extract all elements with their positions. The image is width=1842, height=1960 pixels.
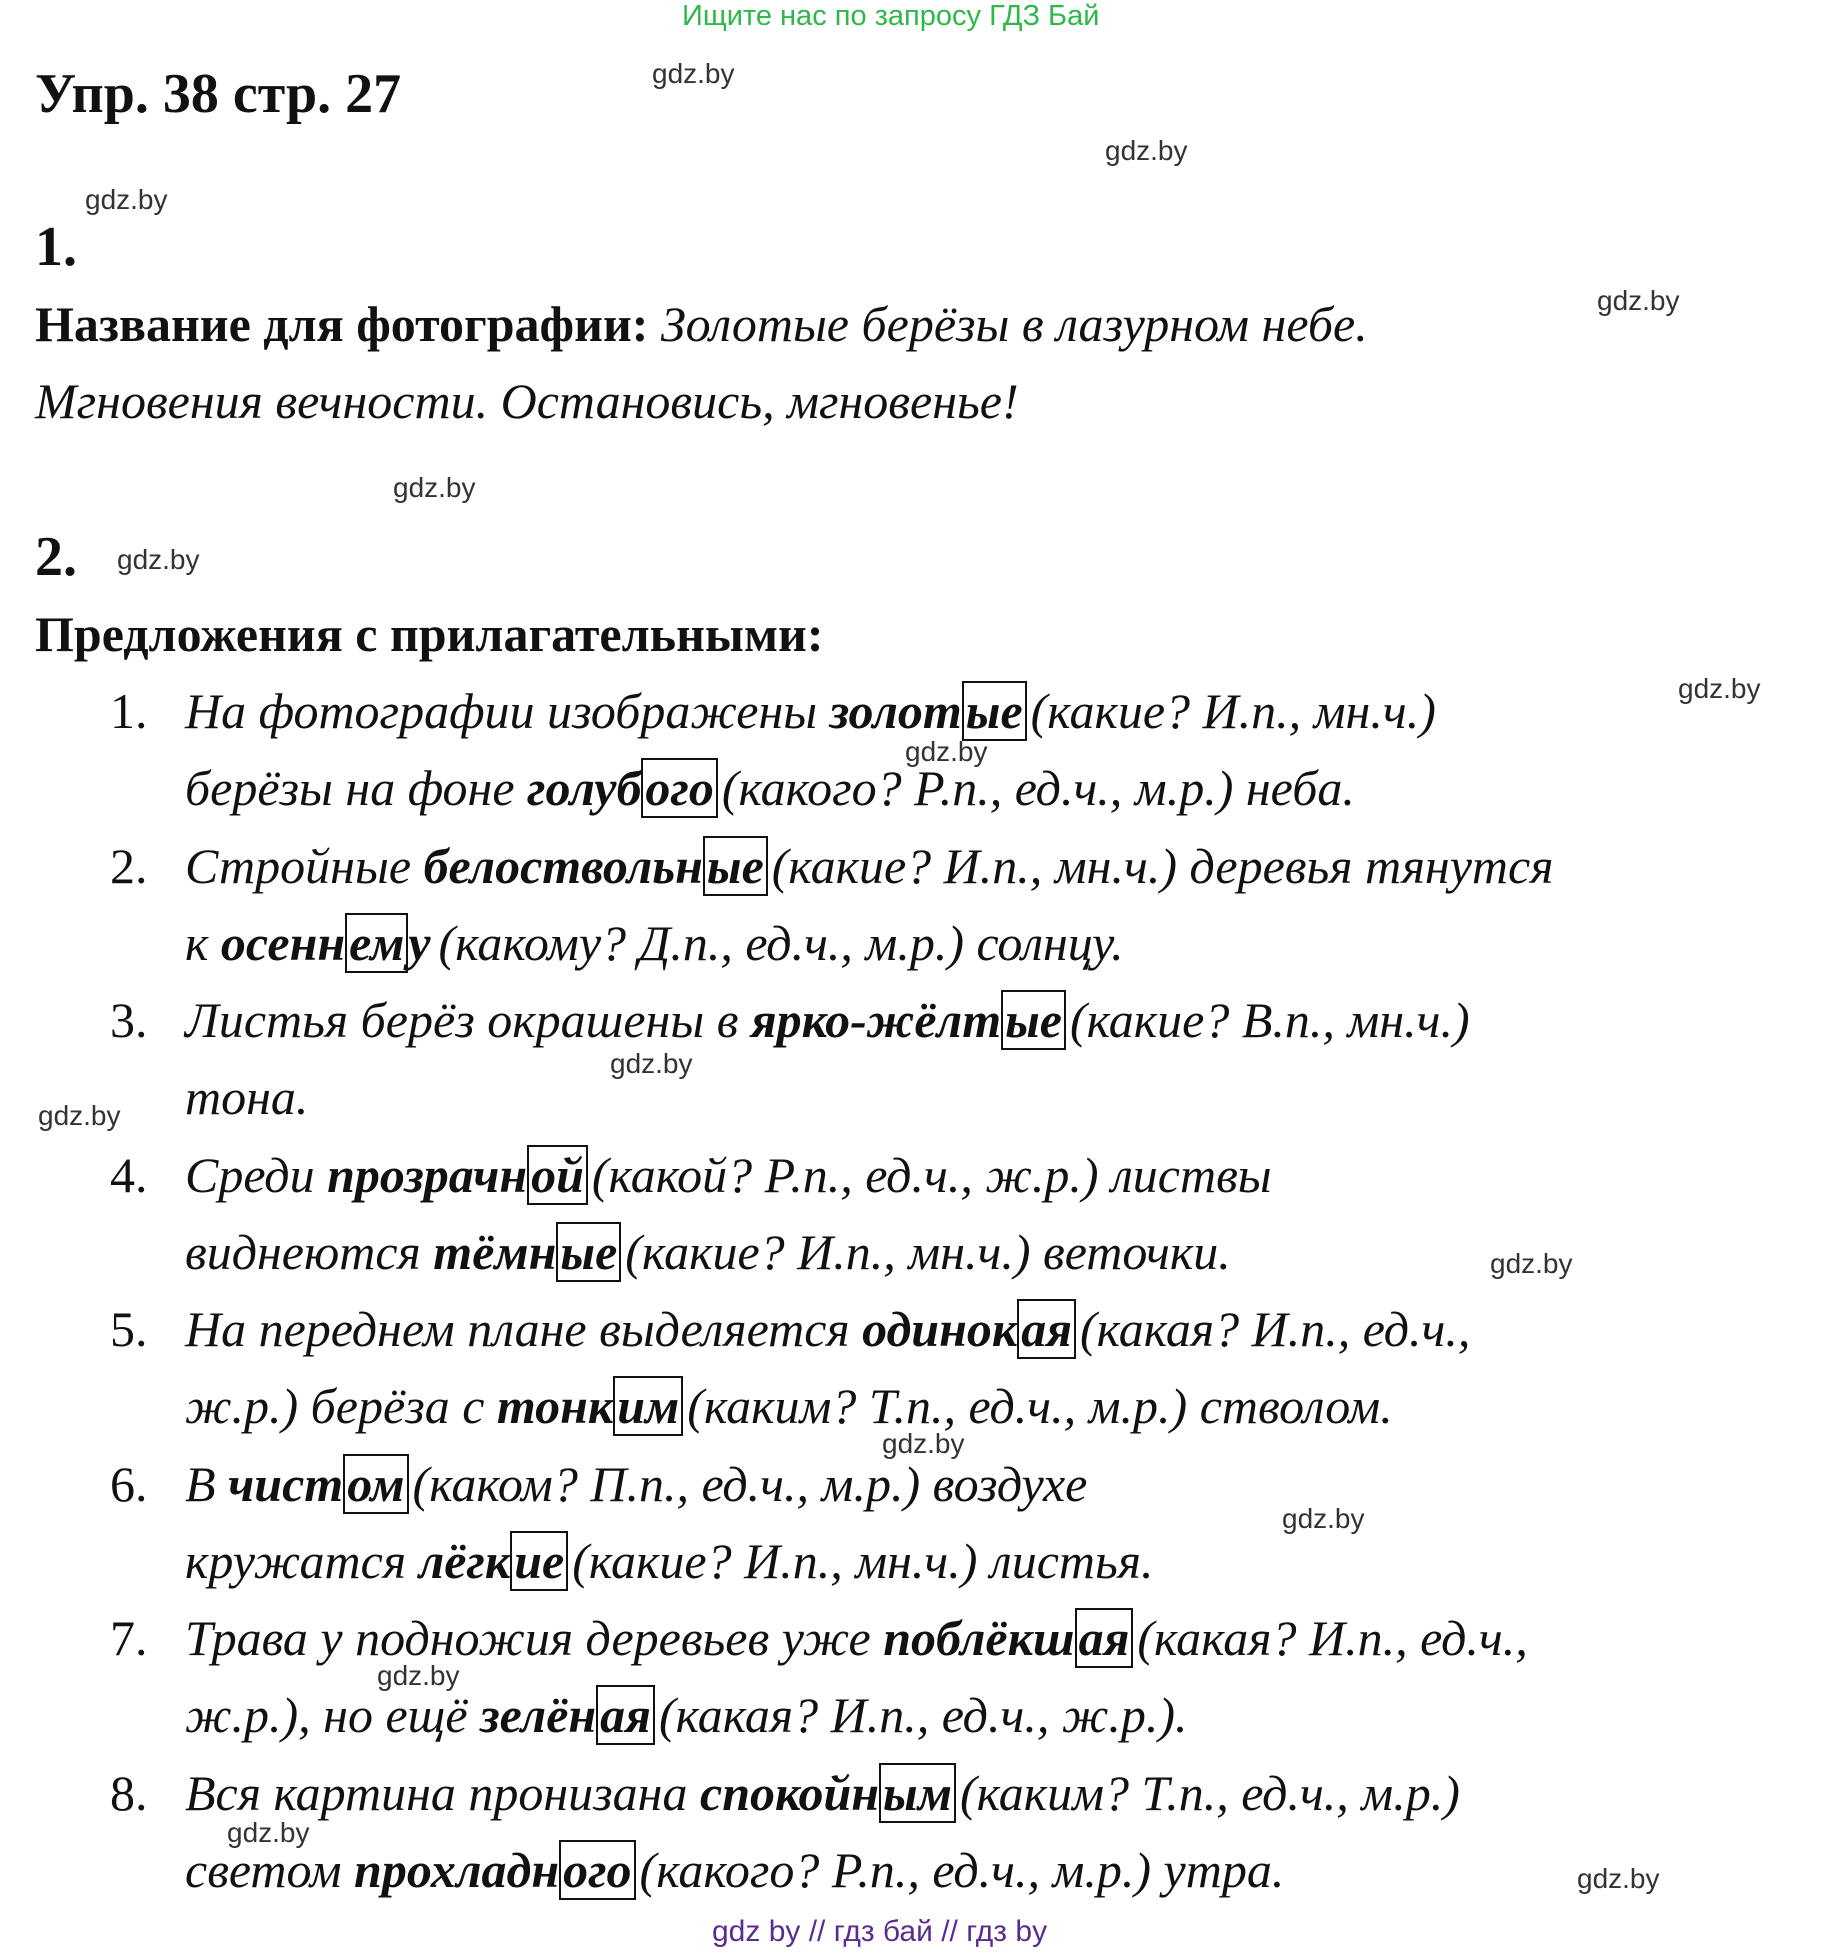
sentence-line — [185, 759, 1355, 817]
sentence-line — [185, 1686, 1187, 1744]
sentence-text: кружатся — [185, 1532, 419, 1589]
sentence-line — [185, 1841, 1284, 1899]
adjective-stem: золот — [829, 683, 962, 739]
sentence-text: к — [185, 914, 221, 971]
adjective-ending: ие — [510, 1531, 568, 1591]
adjective-stem: спокойн — [700, 1764, 880, 1821]
watermark: gdz.by — [882, 1428, 965, 1459]
adjective-stem: ярко-жёлт — [750, 992, 1002, 1048]
sentence-text: тона. — [185, 1069, 309, 1125]
watermark: gdz.by — [227, 1817, 310, 1848]
grammar-note: (каком? П.п., ед.ч., м.р.) воздухе — [412, 1455, 1088, 1512]
sentence-text: На фотографии изображены — [185, 683, 830, 739]
list-number: 4. — [110, 1146, 148, 1203]
photo-title-text: Золотые берёзы в лазурном небе. — [660, 296, 1368, 352]
sentence-line — [185, 1300, 1470, 1358]
adjective-stem: чист — [228, 1455, 344, 1512]
watermark: gdz.by — [117, 544, 200, 575]
adjective-ending: ая — [1017, 1299, 1076, 1359]
list-number: 3. — [110, 992, 148, 1048]
sentence-text: виднеются — [185, 1223, 434, 1280]
section-number: 2. — [35, 526, 77, 588]
adjective-stem: зелён — [480, 1687, 597, 1743]
watermark: gdz.by — [652, 58, 735, 89]
adjective-ending: ом — [343, 1454, 408, 1514]
section-heading: Название для фотографии: — [35, 296, 649, 352]
adjective-ending: ая — [596, 1685, 655, 1745]
sentence-line — [185, 1146, 1272, 1204]
adjective-stem: голуб — [527, 760, 642, 816]
watermark: gdz.by — [1490, 1248, 1573, 1279]
grammar-note: (какая? И.п., ед.ч., ж.р.). — [658, 1687, 1188, 1743]
sentence-line — [185, 1223, 1231, 1281]
watermark: gdz.by — [38, 1100, 121, 1131]
sentence-text: светом — [185, 1841, 355, 1898]
footer-text: gdz by // гдз бай // гдз by — [712, 1915, 1048, 1948]
adjective-stem: тёмн — [433, 1223, 557, 1280]
grammar-note: (какой? Р.п., ед.ч., ж.р.) листвы — [591, 1146, 1272, 1203]
adjective-stem: поблёкш — [883, 1610, 1075, 1666]
adjective-ending: ым — [879, 1763, 956, 1823]
watermark: gdz.by — [393, 472, 476, 503]
adjective-ending: ого — [559, 1840, 635, 1900]
sentence-text: Среди — [185, 1146, 328, 1203]
sentence-text: ж.р.), но ещё — [185, 1687, 481, 1743]
list-number: 8. — [110, 1764, 148, 1821]
adjective-stem: одинок — [862, 1301, 1018, 1357]
sentence-text: Вся картина пронизана — [185, 1764, 700, 1821]
sentence-text: На переднем плане выделяется — [185, 1301, 863, 1357]
list-number: 1. — [110, 683, 148, 739]
grammar-note: (какие? И.п., мн.ч.) деревья тянутся — [771, 837, 1554, 894]
adjective-ending: ой — [527, 1145, 588, 1205]
adjective-stem: прохладн — [354, 1841, 560, 1898]
watermark: gdz.by — [85, 184, 168, 215]
watermark: gdz.by — [905, 736, 988, 767]
sentence-line — [185, 682, 1436, 740]
watermark: gdz.by — [377, 1660, 460, 1691]
adjective-stem-tail: у — [408, 914, 431, 971]
grammar-note: (какие? В.п., мн.ч.) — [1070, 992, 1470, 1048]
sentence-text: ж.р.) берёза с — [185, 1378, 497, 1434]
grammar-note: (какая? И.п., ед.ч., — [1079, 1301, 1471, 1357]
watermark: gdz.by — [1282, 1503, 1365, 1534]
sentence-text: Трава у подножия деревьев уже — [185, 1610, 884, 1666]
sentence-line — [185, 1609, 1528, 1667]
grammar-note: (каким? Т.п., ед.ч., м.р.) — [959, 1764, 1460, 1821]
adjective-ending: ые — [962, 681, 1027, 741]
adjective-stem: прозрачн — [327, 1146, 528, 1203]
adjective-stem: лёгк — [418, 1532, 511, 1589]
sentence-text: В — [185, 1455, 229, 1512]
watermark: gdz.by — [1105, 135, 1188, 166]
sentence-line — [185, 1764, 1460, 1822]
grammar-note: (какому? Д.п., ед.ч., м.р.) солнцу. — [438, 914, 1124, 971]
adjective-stem: тонк — [496, 1378, 614, 1434]
grammar-note: (какие? И.п., мн.ч.) — [1030, 683, 1436, 739]
sentence-line — [185, 991, 1470, 1049]
adjective-stem: осенн — [220, 914, 346, 971]
banner-text: Ищите нас по запросу ГДЗ Бай — [682, 0, 1100, 32]
section-heading: Предложения с прилагательными: — [35, 606, 824, 662]
sentence-line — [185, 1068, 308, 1126]
adjective-stem: белоствольн — [423, 837, 703, 894]
list-number: 7. — [110, 1610, 148, 1666]
sentence-line — [185, 1455, 1087, 1513]
adjective-ending: ые — [703, 836, 768, 896]
grammar-note: (каким? Т.п., ед.ч., м.р.) стволом. — [687, 1378, 1393, 1434]
list-number: 5. — [110, 1301, 148, 1357]
adjective-ending: ая — [1075, 1608, 1134, 1668]
grammar-note: (какого? Р.п., ед.ч., м.р.) утра. — [639, 1841, 1285, 1898]
watermark: gdz.by — [1577, 1863, 1660, 1894]
sentence-text: берёзы на фоне — [185, 760, 528, 816]
list-number: 2. — [110, 837, 148, 894]
sentence-line — [185, 914, 1124, 972]
section1-line1 — [35, 295, 1368, 353]
sentence-line — [185, 837, 1553, 895]
watermark: gdz.by — [1597, 285, 1680, 316]
watermark: gdz.by — [610, 1048, 693, 1079]
adjective-ending: ые — [1001, 990, 1066, 1050]
section-number: 1. — [35, 216, 77, 278]
page-title: Упр. 38 стр. 27 — [35, 63, 402, 125]
adjective-ending: ого — [641, 758, 717, 818]
sentence-line — [185, 1377, 1393, 1435]
adjective-ending: ем — [345, 913, 408, 973]
sentence-text: Стройные — [185, 837, 424, 894]
grammar-note: (какие? И.п., мн.ч.) листья. — [572, 1532, 1154, 1589]
sentence-text: Листья берёз окрашены в — [185, 992, 751, 1048]
list-number: 6. — [110, 1455, 148, 1512]
grammar-note: (какого? Р.п., ед.ч., м.р.) неба. — [721, 760, 1355, 816]
section1-line2: Мгновения вечности. Остановись, мгновенье! — [35, 373, 1019, 429]
adjective-ending: ые — [556, 1222, 621, 1282]
sentence-line — [185, 1532, 1154, 1590]
adjective-ending: им — [613, 1376, 683, 1436]
grammar-note: (какие? И.п., мн.ч.) веточки. — [625, 1223, 1231, 1280]
grammar-note: (какая? И.п., ед.ч., — [1137, 1610, 1528, 1666]
watermark: gdz.by — [1678, 673, 1761, 704]
